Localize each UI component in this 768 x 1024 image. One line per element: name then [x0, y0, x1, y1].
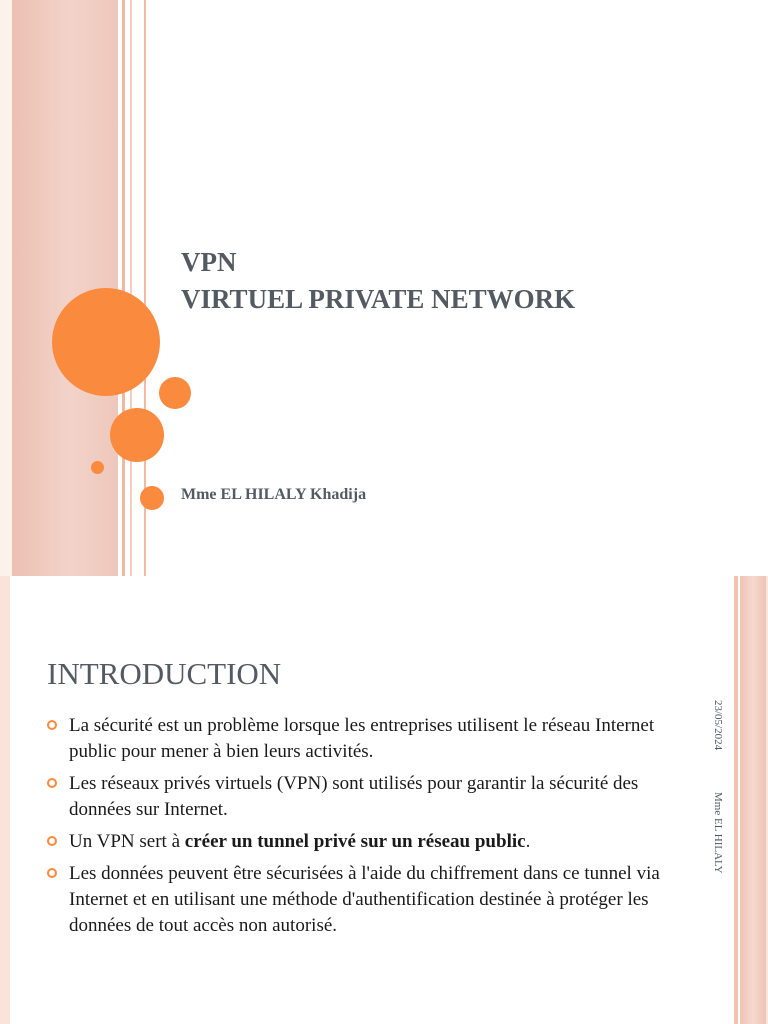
decorative-line [734, 576, 738, 1024]
bullet-list [47, 713, 667, 945]
bullet-text: La sécurité est un problème lorsque les entreprises utilisent le réseau Internet public pour mener à bien leurs activités. [69, 715, 655, 762]
bullet-circle-icon [47, 778, 57, 788]
footer-date: 23/05/2024 [712, 700, 724, 751]
title-line-2: VIRTUEL PRIVATE NETWORK [181, 284, 576, 314]
list-item [47, 861, 667, 939]
decorative-band [740, 576, 766, 1024]
list-item [47, 829, 667, 855]
slide-footer-vertical [712, 700, 724, 873]
title-line-1: VPN [181, 247, 237, 277]
bullet-text-prefix: Un VPN sert à [69, 831, 185, 852]
list-item [47, 771, 667, 823]
bullet-text: Les réseaux privés virtuels (VPN) sont utilisés pour garantir la sécurité des données sur Internet. [69, 773, 639, 820]
list-item [47, 713, 667, 765]
decorative-circle-large [52, 288, 160, 396]
slide-title: INTRODUCTION [47, 656, 282, 691]
bullet-text-bold: créer un tunnel privé sur un réseau public [184, 831, 526, 852]
decorative-line [122, 0, 125, 576]
bullet-text-suffix: . [525, 831, 531, 852]
slide-title [181, 244, 575, 318]
introduction-slide [0, 576, 768, 1024]
bullet-circle-icon [47, 720, 57, 730]
decorative-circle-medium [110, 408, 164, 462]
bullet-circle-icon [47, 836, 57, 846]
bullet-text: Les données peuvent être sécurisées à l'aide du chiffrement dans ce tunnel via Internet et en utilisant une méthode d'authentification destinée à protéger les données de tout accès non autorisé. [69, 863, 660, 936]
decorative-stripe [0, 0, 12, 576]
author-subtitle: Mme EL HILALY Khadija [181, 486, 367, 503]
decorative-circle-tiny [91, 461, 104, 474]
decorative-circle-small [140, 486, 164, 510]
decorative-line [130, 0, 132, 576]
decorative-circle-small [159, 377, 191, 409]
bullet-circle-icon [47, 868, 57, 878]
decorative-stripe [0, 576, 10, 1024]
footer-author: Mme EL HILALY [712, 791, 724, 874]
